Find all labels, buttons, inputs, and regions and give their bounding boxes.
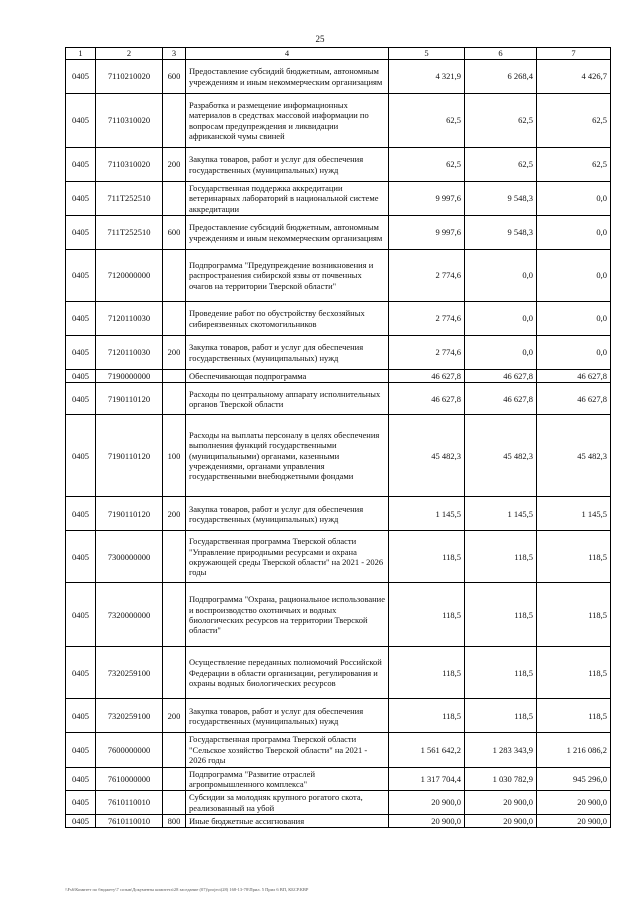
row-program-code: 7600000000 bbox=[96, 733, 163, 767]
row-value-2023: 1 145,5 bbox=[389, 497, 465, 531]
table-row bbox=[66, 497, 611, 531]
row-code: 0405 bbox=[66, 94, 96, 148]
row-expense-kind bbox=[163, 383, 186, 415]
column-header: 1 bbox=[66, 48, 96, 60]
row-description: Предоставление субсидий бюджетным, автономным учреждениям и иным некоммерческим организациям bbox=[186, 60, 389, 94]
row-value-2025: 45 482,3 bbox=[537, 415, 611, 497]
row-code: 0405 bbox=[66, 497, 96, 531]
row-expense-kind bbox=[163, 250, 186, 302]
table-row bbox=[66, 383, 611, 415]
row-description: Предоставление субсидий бюджетным, автономным учреждениям и иным некоммерческим организациям bbox=[186, 216, 389, 250]
row-value-2025: 20 900,0 bbox=[537, 791, 611, 815]
row-code: 0405 bbox=[66, 699, 96, 733]
row-description: Подпрограмма "Охрана, рациональное использование и воспроизводство охотничьих и водных биологических ресурсов на территории Тверской области" bbox=[186, 583, 389, 647]
table-row bbox=[66, 767, 611, 791]
column-header: 3 bbox=[163, 48, 186, 60]
row-code: 0405 bbox=[66, 370, 96, 383]
row-program-code: 711Т252510 bbox=[96, 182, 163, 216]
table-row bbox=[66, 94, 611, 148]
row-expense-kind bbox=[163, 733, 186, 767]
row-value-2024: 20 900,0 bbox=[465, 814, 537, 827]
row-code: 0405 bbox=[66, 302, 96, 336]
row-expense-kind bbox=[163, 370, 186, 383]
row-expense-kind bbox=[163, 94, 186, 148]
row-description: Иные бюджетные ассигнования bbox=[186, 814, 389, 827]
row-description: Закупка товаров, работ и услуг для обеспечения государственных (муниципальных) нужд bbox=[186, 497, 389, 531]
row-value-2023: 46 627,8 bbox=[389, 383, 465, 415]
row-code: 0405 bbox=[66, 216, 96, 250]
row-value-2024: 118,5 bbox=[465, 647, 537, 699]
row-value-2023: 2 774,6 bbox=[389, 336, 465, 370]
row-expense-kind bbox=[163, 791, 186, 815]
row-program-code: 7300000000 bbox=[96, 531, 163, 583]
row-expense-kind bbox=[163, 302, 186, 336]
row-value-2024: 0,0 bbox=[465, 302, 537, 336]
row-value-2024: 46 627,8 bbox=[465, 383, 537, 415]
row-description: Государственная программа Тверской области "Сельское хозяйство Тверской области" на 2021 - 2026 годы bbox=[186, 733, 389, 767]
row-value-2024: 0,0 bbox=[465, 336, 537, 370]
row-description: Закупка товаров, работ и услуг для обеспечения государственных (муниципальных) нужд bbox=[186, 336, 389, 370]
row-value-2023: 1 561 642,2 bbox=[389, 733, 465, 767]
row-code: 0405 bbox=[66, 148, 96, 182]
row-code: 0405 bbox=[66, 60, 96, 94]
row-value-2025: 0,0 bbox=[537, 336, 611, 370]
row-value-2024: 1 145,5 bbox=[465, 497, 537, 531]
row-value-2024: 9 548,3 bbox=[465, 216, 537, 250]
table-row bbox=[66, 791, 611, 815]
table-row bbox=[66, 647, 611, 699]
row-program-code: 711Т252510 bbox=[96, 216, 163, 250]
row-description: Субсидии за молодняк крупного рогатого скота, реализованный на убой bbox=[186, 791, 389, 815]
row-program-code: 7320000000 bbox=[96, 583, 163, 647]
table-row bbox=[66, 699, 611, 733]
row-description: Государственная поддержка аккредитации ветеринарных лабораторий в национальной системе аккредитации bbox=[186, 182, 389, 216]
row-value-2025: 0,0 bbox=[537, 250, 611, 302]
row-value-2025: 1 145,5 bbox=[537, 497, 611, 531]
row-value-2024: 9 548,3 bbox=[465, 182, 537, 216]
row-value-2023: 118,5 bbox=[389, 583, 465, 647]
row-description: Проведение работ по обустройству бесхозяйных сибиреязвенных скотомогильников bbox=[186, 302, 389, 336]
row-code: 0405 bbox=[66, 733, 96, 767]
column-header: 4 bbox=[186, 48, 389, 60]
table-row bbox=[66, 250, 611, 302]
row-value-2024: 0,0 bbox=[465, 250, 537, 302]
row-program-code: 7120000000 bbox=[96, 250, 163, 302]
row-value-2025: 62,5 bbox=[537, 148, 611, 182]
row-value-2025: 118,5 bbox=[537, 647, 611, 699]
budget-table bbox=[65, 47, 611, 828]
row-expense-kind bbox=[163, 531, 186, 583]
row-value-2025: 62,5 bbox=[537, 94, 611, 148]
row-expense-kind bbox=[163, 182, 186, 216]
row-value-2024: 1 283 343,9 bbox=[465, 733, 537, 767]
row-program-code: 7110310020 bbox=[96, 148, 163, 182]
row-expense-kind: 600 bbox=[163, 60, 186, 94]
row-description: Закупка товаров, работ и услуг для обеспечения государственных (муниципальных) нужд bbox=[186, 148, 389, 182]
row-value-2024: 118,5 bbox=[465, 699, 537, 733]
row-expense-kind: 600 bbox=[163, 216, 186, 250]
row-value-2025: 118,5 bbox=[537, 531, 611, 583]
row-value-2025: 46 627,8 bbox=[537, 370, 611, 383]
row-value-2023: 1 317 704,4 bbox=[389, 767, 465, 791]
row-value-2023: 9 997,6 bbox=[389, 216, 465, 250]
row-code: 0405 bbox=[66, 531, 96, 583]
row-value-2024: 1 030 782,9 bbox=[465, 767, 537, 791]
row-code: 0405 bbox=[66, 182, 96, 216]
row-code: 0405 bbox=[66, 336, 96, 370]
table-row bbox=[66, 583, 611, 647]
row-value-2025: 945 296,0 bbox=[537, 767, 611, 791]
row-code: 0405 bbox=[66, 791, 96, 815]
row-value-2025: 46 627,8 bbox=[537, 383, 611, 415]
row-code: 0405 bbox=[66, 383, 96, 415]
row-value-2023: 20 900,0 bbox=[389, 814, 465, 827]
row-code: 0405 bbox=[66, 647, 96, 699]
table-row bbox=[66, 148, 611, 182]
row-value-2023: 118,5 bbox=[389, 531, 465, 583]
row-program-code: 7120110030 bbox=[96, 336, 163, 370]
row-description: Расходы по центральному аппарату исполнительных органов Тверской области bbox=[186, 383, 389, 415]
row-value-2023: 118,5 bbox=[389, 699, 465, 733]
column-header: 6 bbox=[465, 48, 537, 60]
row-program-code: 7320259100 bbox=[96, 699, 163, 733]
table-row bbox=[66, 182, 611, 216]
table-body bbox=[66, 60, 611, 828]
page-number: 25 bbox=[315, 34, 325, 44]
row-description: Обеспечивающая подпрограмма bbox=[186, 370, 389, 383]
row-value-2025: 0,0 bbox=[537, 182, 611, 216]
row-value-2024: 46 627,8 bbox=[465, 370, 537, 383]
row-value-2025: 118,5 bbox=[537, 699, 611, 733]
row-program-code: 7610110010 bbox=[96, 791, 163, 815]
row-expense-kind bbox=[163, 583, 186, 647]
row-value-2023: 46 627,8 bbox=[389, 370, 465, 383]
row-program-code: 7190110120 bbox=[96, 415, 163, 497]
row-value-2024: 45 482,3 bbox=[465, 415, 537, 497]
row-expense-kind bbox=[163, 767, 186, 791]
row-value-2024: 118,5 bbox=[465, 531, 537, 583]
row-value-2024: 6 268,4 bbox=[465, 60, 537, 94]
row-code: 0405 bbox=[66, 250, 96, 302]
row-program-code: 7120110030 bbox=[96, 302, 163, 336]
row-program-code: 7110210020 bbox=[96, 60, 163, 94]
row-value-2023: 20 900,0 bbox=[389, 791, 465, 815]
row-value-2025: 0,0 bbox=[537, 302, 611, 336]
table-row bbox=[66, 814, 611, 827]
row-description: Осуществление переданных полномочий Российской Федерации в области организации, регулирования и охраны водных биологических ресурсов bbox=[186, 647, 389, 699]
table-row bbox=[66, 415, 611, 497]
row-expense-kind bbox=[163, 647, 186, 699]
footer-path: \\Fs6\Комитет по бюджету\7 созыв\Документы комитета\28 заседание (07)\project(28) 168-13-78\Прил. 5 Прил 6 ВП, КБСР.КВР bbox=[65, 887, 309, 892]
row-code: 0405 bbox=[66, 583, 96, 647]
table-row bbox=[66, 733, 611, 767]
row-description: Разработка и размещение информационных материалов в средствах массовой информации по вопросам предупреждения и ликвидации африканской чумы свиней bbox=[186, 94, 389, 148]
row-value-2025: 1 216 086,2 bbox=[537, 733, 611, 767]
column-header: 5 bbox=[389, 48, 465, 60]
row-value-2023: 2 774,6 bbox=[389, 250, 465, 302]
row-expense-kind: 200 bbox=[163, 497, 186, 531]
row-value-2023: 62,5 bbox=[389, 148, 465, 182]
column-header: 2 bbox=[96, 48, 163, 60]
row-value-2024: 62,5 bbox=[465, 94, 537, 148]
row-value-2025: 0,0 bbox=[537, 216, 611, 250]
row-expense-kind: 800 bbox=[163, 814, 186, 827]
row-expense-kind: 200 bbox=[163, 148, 186, 182]
row-value-2023: 4 321,9 bbox=[389, 60, 465, 94]
row-program-code: 7610000000 bbox=[96, 767, 163, 791]
row-description: Подпрограмма "Развитие отраслей агропромышленного комплекса" bbox=[186, 767, 389, 791]
table-row bbox=[66, 336, 611, 370]
row-value-2025: 20 900,0 bbox=[537, 814, 611, 827]
row-value-2023: 2 774,6 bbox=[389, 302, 465, 336]
table-row bbox=[66, 216, 611, 250]
row-value-2024: 118,5 bbox=[465, 583, 537, 647]
row-value-2023: 118,5 bbox=[389, 647, 465, 699]
row-program-code: 7190110120 bbox=[96, 383, 163, 415]
row-value-2023: 45 482,3 bbox=[389, 415, 465, 497]
row-program-code: 7610110010 bbox=[96, 814, 163, 827]
table-row bbox=[66, 370, 611, 383]
column-header: 7 bbox=[537, 48, 611, 60]
table-row bbox=[66, 302, 611, 336]
row-value-2024: 62,5 bbox=[465, 148, 537, 182]
row-program-code: 7190000000 bbox=[96, 370, 163, 383]
row-program-code: 7110310020 bbox=[96, 94, 163, 148]
table-row bbox=[66, 531, 611, 583]
row-expense-kind: 200 bbox=[163, 699, 186, 733]
header-row bbox=[66, 48, 611, 60]
row-description: Расходы на выплаты персоналу в целях обеспечения выполнения функций государственными (муниципальными) органами, казенными учреждениями, органами управления государственными внебюджетными фондами bbox=[186, 415, 389, 497]
row-code: 0405 bbox=[66, 415, 96, 497]
row-expense-kind: 100 bbox=[163, 415, 186, 497]
table-row bbox=[66, 60, 611, 94]
row-value-2024: 20 900,0 bbox=[465, 791, 537, 815]
row-description: Государственная программа Тверской области "Управление природными ресурсами и охрана окружающей среды Тверской области" на 2021 - 2026 годы bbox=[186, 531, 389, 583]
row-expense-kind: 200 bbox=[163, 336, 186, 370]
row-description: Подпрограмма "Предупреждение возникновения и распространения сибирской язвы от почвенных очагов на территории Тверской области" bbox=[186, 250, 389, 302]
row-program-code: 7320259100 bbox=[96, 647, 163, 699]
row-description: Закупка товаров, работ и услуг для обеспечения государственных (муниципальных) нужд bbox=[186, 699, 389, 733]
row-code: 0405 bbox=[66, 767, 96, 791]
row-value-2025: 118,5 bbox=[537, 583, 611, 647]
row-code: 0405 bbox=[66, 814, 96, 827]
row-value-2025: 4 426,7 bbox=[537, 60, 611, 94]
row-value-2023: 9 997,6 bbox=[389, 182, 465, 216]
row-program-code: 7190110120 bbox=[96, 497, 163, 531]
row-value-2023: 62,5 bbox=[389, 94, 465, 148]
